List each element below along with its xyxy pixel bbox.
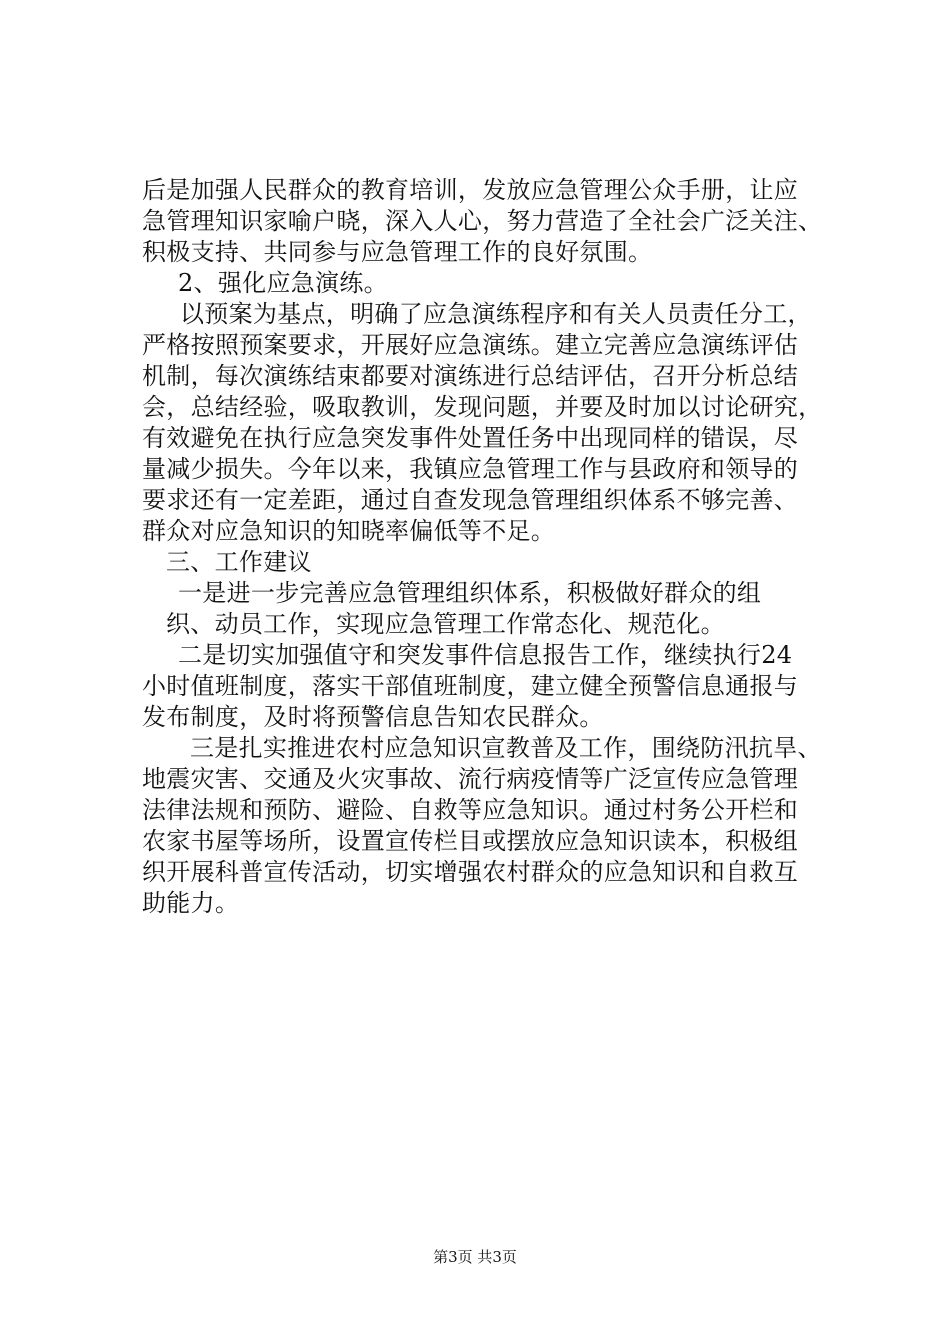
body-text-line: 织开展科普宣传活动，切实增强农村群众的应急知识和自救互 <box>142 858 799 886</box>
body-text-line: 法律法规和预防、避险、自救等应急知识。通过村务公开栏和 <box>142 796 799 824</box>
body-text-line: 后是加强人民群众的教育培训，发放应急管理公众手册，让应 <box>142 176 799 204</box>
body-text-line: 小时值班制度，落实干部值班制度，建立健全预警信息通报与 <box>142 672 799 700</box>
body-text-line: 积极支持、共同参与应急管理工作的良好氛围。 <box>142 238 653 266</box>
body-text-line: 农家书屋等场所，设置宣传栏目或摆放应急知识读本，积极组 <box>142 827 799 855</box>
body-text-line: 会，总结经验，吸取教训，发现问题，并要及时加以讨论研究， <box>142 393 823 421</box>
body-text-line: 有效避免在执行应急突发事件处置任务中出现同样的错误，尽 <box>142 424 799 452</box>
section-subheading: 2、强化应急演练。 <box>178 269 388 297</box>
body-text-line: 地震灾害、交通及火灾事故、流行病疫情等广泛宣传应急管理 <box>142 765 799 793</box>
body-text-line: 以预案为基点，明确了应急演练程序和有关人员责任分工， <box>180 300 812 328</box>
body-text-line: 要求还有一定差距，通过自查发现急管理组织体系不够完善、 <box>142 486 799 514</box>
body-text-line: 群众对应急知识的知晓率偏低等不足。 <box>142 517 556 545</box>
body-text-line: 二是切实加强值守和突发事件信息报告工作，继续执行24 <box>178 641 793 669</box>
body-text-line: 急管理知识家喻户晓，深入人心，努力营造了全社会广泛关注、 <box>142 207 823 235</box>
body-text-line: 一是进一步完善应急管理组织体系，积极做好群众的组 <box>178 579 762 607</box>
body-text-line: 发布制度，及时将预警信息告知农民群众。 <box>142 703 604 731</box>
body-text-line: 机制，每次演练结束都要对演练进行总结评估，召开分析总结 <box>142 362 799 390</box>
section-heading: 三、工作建议 <box>166 548 312 576</box>
body-text-line: 三是扎实推进农村应急知识宣教普及工作，围绕防汛抗旱、 <box>190 734 822 762</box>
body-text-line: 量减少损失。今年以来，我镇应急管理工作与县政府和领导的 <box>142 455 799 483</box>
body-text-line: 助能力。 <box>142 889 240 917</box>
body-text-line: 织、动员工作，实现应急管理工作常态化、规范化。 <box>166 610 725 638</box>
page-number-footer: 第3页 共3页 <box>433 1248 517 1266</box>
body-text-line: 严格按照预案要求，开展好应急演练。建立完善应急演练评估 <box>142 331 799 359</box>
